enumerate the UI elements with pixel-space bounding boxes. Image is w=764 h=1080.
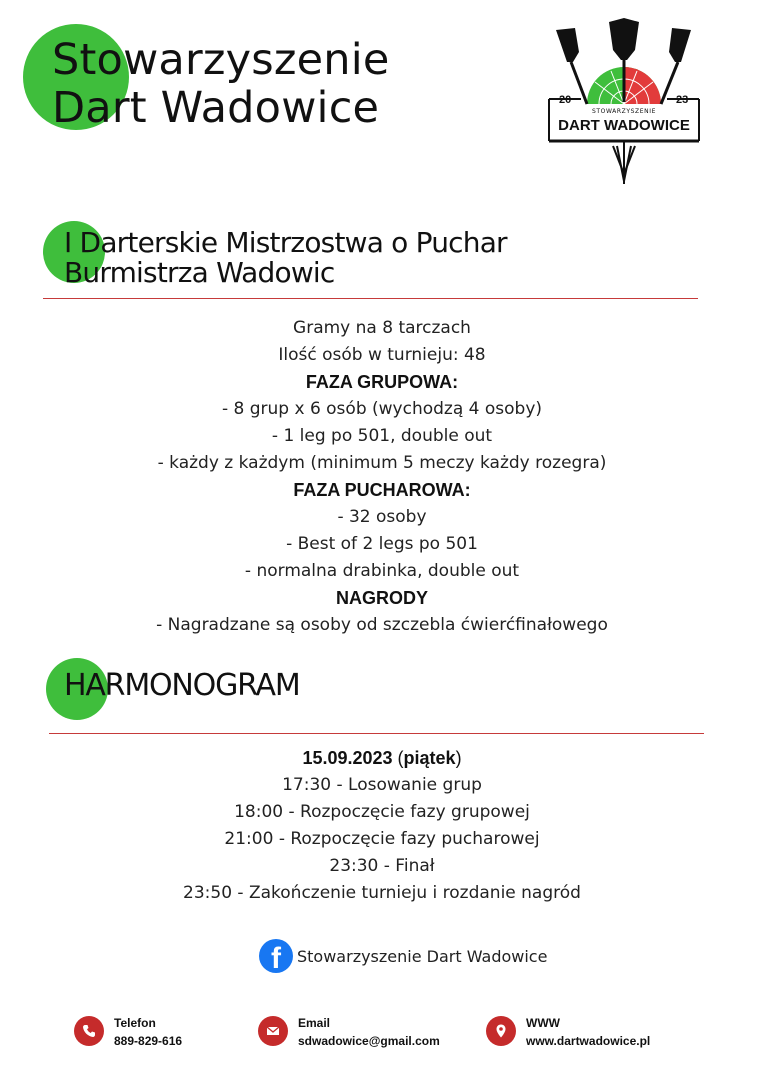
schedule-divider [49,733,704,734]
schedule-details [0,745,764,907]
tournament-title [64,228,507,288]
tournament-details [0,315,764,639]
section-divider [43,298,698,299]
schedule-item: 18:00 - Rozpoczęcie fazy grupowej [234,802,530,822]
prizes-heading: NAGRODY [335,588,428,608]
schedule-item: 21:00 - Rozpoczęcie fazy pucharowej [224,829,540,849]
schedule-day-close: ) [455,748,462,768]
org-title-line2: Dart Wadowice [52,83,380,133]
email-value[interactable]: sdwadowice@gmail.com [298,1034,440,1048]
tournament-title-line2: Burmistrza Wadowic [64,256,335,289]
phone-label: Telefon [114,1016,156,1030]
detail-line: - 32 osoby [337,507,427,527]
schedule-item: 23:50 - Zakończenie turnieju i rozdanie nagród [183,883,581,903]
schedule-day: piątek [403,748,456,768]
facebook-icon: f [259,939,293,973]
detail-line: - Nagradzane są osoby od szczebla ćwierćfinałowego [156,615,608,635]
org-title-line1: Stowarzyszenie [52,35,390,85]
knockout-phase-heading: FAZA PUCHAROWA: [293,480,471,500]
tournament-title-line1: I Darterskie Mistrzostwa o Puchar [64,226,507,259]
detail-line: - Best of 2 legs po 501 [286,534,478,554]
www-value[interactable]: www.dartwadowice.pl [526,1034,651,1048]
schedule-item: 17:30 - Losowanie grup [282,775,482,795]
facebook-label: Stowarzyszenie Dart Wadowice [297,946,548,966]
www-label: WWW [526,1016,560,1030]
group-phase-heading: FAZA GRUPOWA: [305,372,459,392]
logo-year-right: 23 [676,94,689,106]
schedule-item: 23:30 - Finał [329,856,435,876]
contact-email [258,1014,440,1050]
logo-subtitle: STOWARZYSZENIE [591,108,657,115]
facebook-link[interactable] [259,938,547,974]
mail-icon [258,1016,288,1046]
schedule-title: HARMONOGRAM [64,668,300,703]
contact-www [486,1014,650,1050]
detail-line: Gramy na 8 tarczach [293,318,471,338]
location-pin-icon [486,1016,516,1046]
detail-line: - 8 grup x 6 osób (wychodzą 4 osoby) [221,399,543,419]
club-logo [543,16,705,186]
schedule-date-value: 15.09.2023 [302,748,393,768]
contact-phone [74,1014,182,1050]
email-label: Email [298,1016,331,1030]
schedule-day-open: ( [392,748,404,768]
logo-year-left: 20 [559,94,572,106]
phone-icon [74,1016,104,1046]
detail-line: Ilość osób w turnieju: 48 [278,345,486,365]
schedule-date [0,745,764,772]
logo-name: DART WADOWICE [558,117,690,134]
phone-value[interactable]: 889-829-616 [114,1034,183,1048]
org-title [52,36,390,132]
detail-line: - 1 leg po 501, double out [271,426,493,446]
detail-line: - normalna drabinka, double out [244,561,520,581]
detail-line: - każdy z każdym (minimum 5 meczy każdy rozegra) [157,453,607,473]
